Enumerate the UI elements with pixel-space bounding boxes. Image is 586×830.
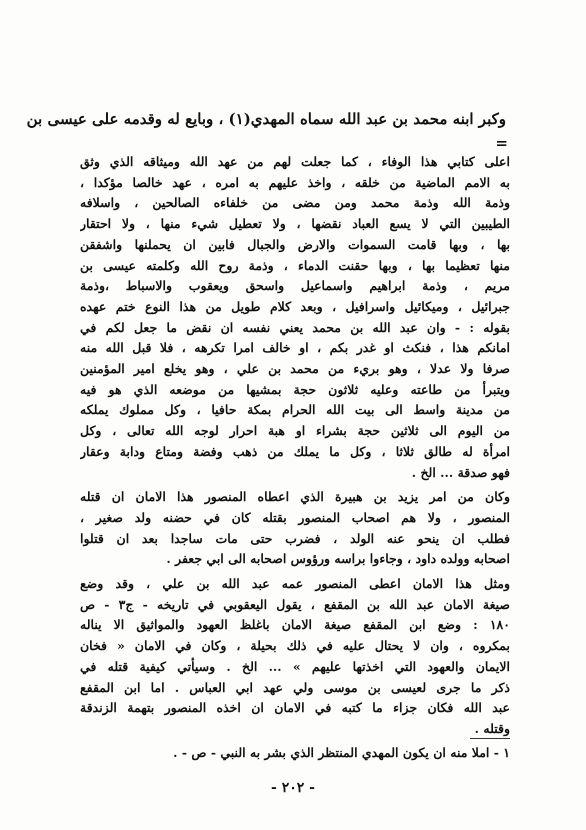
- page-number: - ٢٠٢ -: [271, 780, 315, 796]
- text-line: صرفا ولا عدلا ، وهو بريء من محمد بن علي ، وهو يخلع امير المؤمنين: [80, 361, 510, 377]
- main-text-line: وكبر ابنه محمد بن عبد الله سماه المهدي(١) ، وبايع له وقدمه على عيسى بن: [26, 110, 506, 128]
- text-line: امانكم هذا ، فنكث او غدر بكم ، او خالف امرا تكرهه ، فلا قبل الله منه: [80, 340, 510, 356]
- text-line: اعلى كتابي هذا الوفاء ، كما جعلت لهم من عهد الله وميثاقه الذي وثق: [80, 154, 510, 169]
- text-line: من مدينة واسط الى بيت الله الحرام بمكة حافيا ، وكل مملوك يملكه: [80, 402, 510, 418]
- text-line: مريم ، وذمة ابراهيم واسماعيل واسحق ويعقوب والاسباط ،وذمة: [80, 278, 510, 294]
- footnote-divider: [470, 738, 510, 739]
- text-line: به الامم الماضية من خلقه ، واخذ عليهم به امره ، عهد خالصا مؤكدا ،: [80, 174, 510, 190]
- text-line: بمكروه ، وان لا يحتال عليه في ذلك بحيلة ، وكان في الامان « فخان: [80, 638, 510, 654]
- text-line: ومثل هذا الامان اعطى المنصور عمه عبد الله بن علي ، وقد وضع: [80, 576, 510, 592]
- text-line: بقوله : - وان عبد الله بن محمد يعني نفسه ان نقض ما جعل لكم في: [80, 319, 510, 335]
- footnote-text-block: [80, 152, 510, 740]
- text-line: وذمة الله وذمة محمد ومن مضى من خلفاءه الصالحين ، واسلافه: [80, 195, 510, 211]
- continuation-mark: =: [495, 134, 508, 152]
- text-line: صيغة الامان عبد الله بن المقفع ، يقول اليعقوبي في تاريخه - ج٣ - ص: [80, 596, 510, 612]
- text-line: منها تعظيما بها ، وبها حقنت الدماء ، وذمة روح الله وكلمته عيسى بن: [80, 257, 510, 273]
- text-line: عبد الله فكان جزاء ما كتبه في الامان ان اخذه المنصور بتهمة الزندقة: [80, 700, 510, 716]
- text-line: وكان من امر يزيد بن هبيرة الذي اعطاه المنصور هذا الامان ان قتله: [80, 489, 510, 505]
- text-line: المنصور ، ولا هم اصحاب المنصور بقتله كان في حضنه ولد صغير ،: [80, 509, 510, 525]
- text-line: من اليوم الى ثلاثين حجة بشراء او هبة احرار لوجه الله تعالى ، وكل: [80, 423, 510, 439]
- text-line: الطيبين التي لا يسع العباد نقضها ، ولا تعطيل شيء منها ، ولا احتقار: [80, 216, 510, 232]
- text-line: الايمان والعهود التي اخذتها عليهم » ... الخ . وسيأتي كيفية قتله في: [80, 658, 510, 674]
- text-line: فهو صدقة ... الخ .: [411, 464, 510, 480]
- text-line: وقتله .: [474, 720, 510, 736]
- text-line: فطلب ان ينحو عنه الولد ، فضرب حتى مات ساجدا بعد ان قتلوا: [80, 530, 510, 546]
- text-line: جبرائيل ، وميكائيل واسرافيل ، وبعد كلام طويل من هذا النوع ختم عهده: [80, 298, 510, 314]
- footnote-note: ١ - املا منه ان يكون المهدي المنتظر الذي بشر به النبي - ص - .: [173, 745, 510, 760]
- text-line: اصحابه وولده داود ، وجاءوا براسه ورؤوس اصحابه الى ابي جعفر .: [166, 551, 510, 567]
- text-line: بها ، وبها قامت السموات والارض والجبال فابين ان يحملنها واشفقن: [80, 236, 510, 252]
- text-line: ١٨٠ : وضع ابن المقفع صيغة الامان باغلظ العهود والمواثيق الا يناله: [80, 617, 510, 633]
- text-line: ويتبرأ من طاعته وعليه ثلاثون حجة بمشيها من موضعه الذي هو فيه: [80, 381, 510, 397]
- text-line: ذكر ما جرى لعيسى بن موسى ولي عهد ابي العباس . اما ابن المقفع: [80, 679, 510, 695]
- text-line: امرأة له طالق ثلاثا ، وكل ما يملك من ذهب وفضة ومتاع ودابة وعقار: [80, 443, 510, 459]
